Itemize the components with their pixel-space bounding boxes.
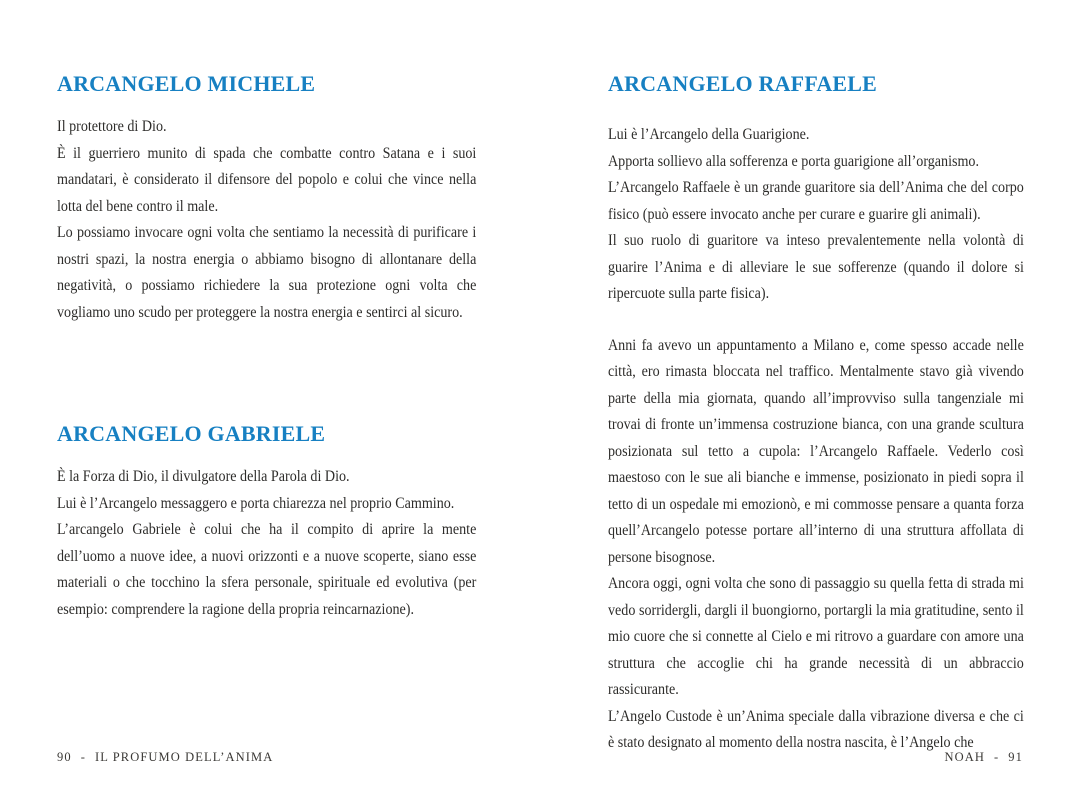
section-heading-raffaele: ARCANGELO RAFFAELE [608, 71, 878, 96]
left-page [57, 71, 477, 622]
section-body [57, 113, 476, 325]
paragraph: È il guerriero munito di spada che combatte contro Satana e i suoi mandatari, è considerato il difensore del popolo e colui che vince nella lotta del bene contro il male. [57, 143, 477, 215]
section-body [608, 121, 1024, 756]
section-body [57, 463, 476, 622]
right-page-number: 91 [1008, 750, 1023, 764]
paragraph: Lui è l’Arcangelo della Guarigione. [608, 125, 810, 143]
paragraph: L’arcangelo Gabriele è colui che ha il compito di aprire la mente dell’uomo a nuove idee, a nuovi orizzonti e a nuove scoperte, siano esse materiali o che tocchino la sfera personale, spirituale ed evolutiva (per esempio: comprendere la ragione della propria reincarnazione). [57, 520, 477, 618]
paragraph: È la Forza di Dio, il divulgatore della Parola di Dio. [57, 467, 350, 485]
author-name: NOAH [944, 750, 986, 764]
left-page-footer [57, 750, 273, 765]
book-title: IL PROFUMO DELL’ANIMA [94, 750, 274, 764]
right-page [608, 71, 1024, 756]
paragraph: Ancora oggi, ogni volta che sono di passaggio su quella fetta di strada mi vedo sorridergli, dargli il buongiorno, portargli la mia gratitudine, sento il mio cuore che si connette al Cielo e mi ritrovo a guardare con amore una struttura che accoglie chi ha grande necessità di un abbraccio rassicurante. [608, 574, 1024, 698]
section-arcangelo-raffaele [608, 71, 1024, 756]
section-arcangelo-michele [57, 71, 477, 325]
section-arcangelo-gabriele [57, 421, 477, 622]
paragraph: Apporta sollievo alla sofferenza e porta guarigione all’organismo. [608, 151, 980, 170]
paragraph: L’Arcangelo Raffaele è un grande guaritore sia dell’Anima che del corpo fisico (può essere invocato anche per curare e guarire gli animali). [608, 178, 1024, 223]
paragraph: L’Angelo Custode è un’Anima speciale dalla vibrazione diversa e che ci è stato designato al momento della nostra nascita, è l’Angelo che [608, 706, 1024, 751]
footer-separator: - [80, 750, 86, 764]
section-heading-gabriele: ARCANGELO GABRIELE [57, 421, 326, 446]
left-page-number: 90 [57, 750, 72, 764]
paragraph: Lo possiamo invocare ogni volta che sentiamo la necessità di purificare i nostri spazi, la nostra energia o abbiamo bisogno di allontanare della negatività, o possiamo richiedere la sua protezione ogni volta che vogliamo uno scudo per proteggere la nostra energia e sentirci al sicuro. [57, 223, 477, 321]
paragraph: Il suo ruolo di guaritore va inteso prevalentemente nella volontà di guarire l’Anima e di alleviare le sue sofferenze (quando il dolore si ripercuote sulla parte fisica). [608, 231, 1024, 302]
right-page-footer [945, 750, 1023, 765]
section-heading-michele: ARCANGELO MICHELE [57, 71, 316, 96]
footer-separator: - [994, 750, 1000, 764]
paragraph: Il protettore di Dio. [57, 117, 167, 135]
paragraph: Anni fa avevo un appuntamento a Milano e, come spesso accade nelle città, ero rimasta bloccata nel traffico. Mentalmente stavo già vivendo parte della mia giornata, quando all’improvviso sulla tangenziale mi trovai di fronte un’immensa costruzione bianca, con una grande scultura posizionata sul tetto a cupola: l’Arcangelo Raffaele. Vederlo così maestoso con le sue ali bianche e immense, posizionato in piedi sopra il tetto di un ospedale mi emozionò, e mi commosse pensare a quanta forza quell’Arcangelo potesse portare all’interno di una struttura affollata di persone bisognose. [608, 335, 1024, 566]
paragraph: Lui è l’Arcangelo messaggero e porta chiarezza nel proprio Cammino. [57, 493, 455, 512]
